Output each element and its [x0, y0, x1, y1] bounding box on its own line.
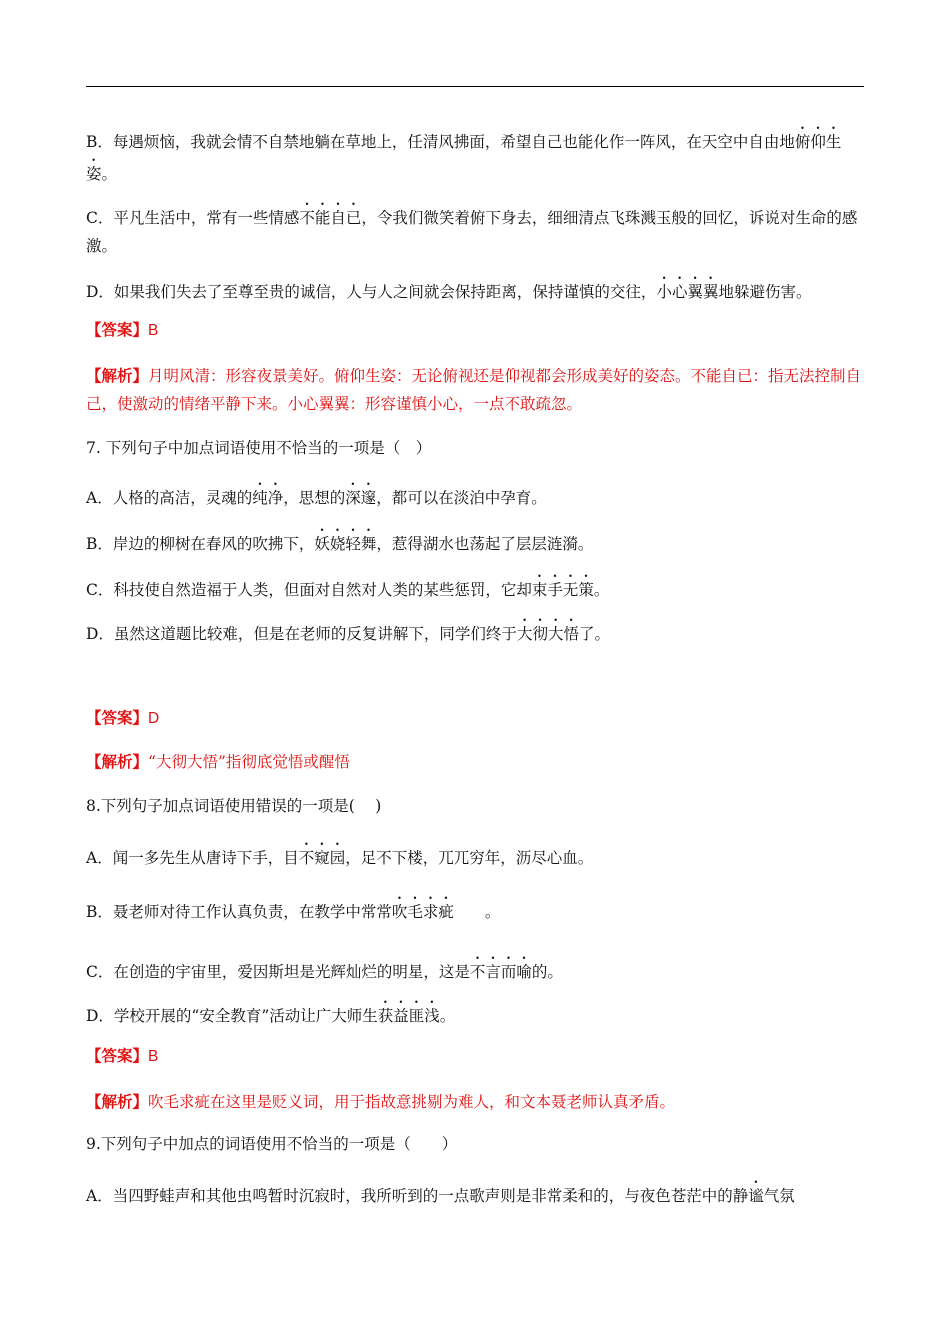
- q7-answer: [86, 704, 866, 733]
- q6-analysis: [86, 362, 866, 418]
- q8-option-b-text: B．聂老师对待工作认真负责，在教学中常常: [86, 903, 392, 921]
- q9-option-a-end: 气氛: [763, 1187, 795, 1205]
- q6-option-b-end: 。: [101, 165, 118, 183]
- q6-option-b: [86, 124, 866, 188]
- q9-option-a-emphasis: 谧: [748, 1187, 764, 1205]
- q7-option-b-text: B．岸边的柳树在春风的吹拂下，: [86, 535, 315, 553]
- q8-answer-tag: 【答案】: [86, 1047, 149, 1065]
- q7-analysis-tag: 【解析】: [86, 753, 149, 771]
- q8-option-d-emphasis: 获益匪浅: [377, 1007, 440, 1025]
- q6-answer: [86, 316, 866, 345]
- q6-answer-value: B: [148, 322, 159, 339]
- q7-option-c: [86, 572, 866, 604]
- q7-stem: 7. 下列句子中加点词语使用不恰当的一项是（ ）: [86, 439, 432, 457]
- q7-option-d-text: D．虽然这道题比较难，但是在老师的反复讲解下，同学们终于: [86, 625, 517, 643]
- q7-option-c-emphasis: 束手无策: [531, 581, 594, 599]
- q6-analysis-text: 月明风清：形容夜景美好。俯仰生姿：无论俯视还是仰视都会形成美好的姿态。不能自已：指无法控制自己，使激动的情绪平静下来。小心翼翼：形容谨慎小心，一点不敢疏忽。: [86, 367, 862, 413]
- q6-option-c: [86, 200, 866, 260]
- q7-option-d-emphasis: 大彻大悟: [516, 625, 579, 643]
- q8-option-d-text: D．学校开展的“安全教育”活动让广大师生: [86, 1007, 378, 1025]
- q8-answer: [86, 1042, 866, 1071]
- q7-option-c-text: C．科技使自然造福于人类，但面对自然对人类的某些惩罚，它却: [86, 581, 532, 599]
- q8-option-c-text: C．在创造的宇宙里，爱因斯坦是光辉灿烂的明星，这是: [86, 963, 470, 981]
- q6-option-b-text: B．每遇烦恼，我就会情不自禁地躺在草地上，任清风拂面，希望自己也能化作一阵风，在天空中自由地: [86, 133, 795, 151]
- q6-option-d-text: D．如果我们失去了至尊至贵的诚信，人与人之间就会保持距离，保持谨慎的交往，: [86, 283, 657, 301]
- q6-option-d-end: 地躲避伤害。: [718, 283, 812, 301]
- q6-analysis-tag: 【解析】: [86, 367, 149, 385]
- q7-option-d-end: 了。: [578, 625, 610, 643]
- q8-analysis-tag: 【解析】: [86, 1093, 149, 1111]
- q7-option-a-end: ，都可以在淡泊中孕育。: [376, 489, 547, 507]
- q8-option-a-emphasis: 不窥园: [298, 849, 346, 867]
- q8-option-b: [86, 894, 866, 926]
- q8-option-b-end: 。: [453, 903, 501, 921]
- q8-option-a-text: A．闻一多先生从唐诗下手，目: [86, 849, 299, 867]
- q7-analysis: [86, 748, 866, 776]
- q8-option-d: [86, 998, 866, 1030]
- q7-answer-tag: 【答案】: [86, 709, 149, 727]
- q8-stem: 8.下列句子加点词语使用错误的一项是( ): [86, 797, 382, 815]
- q7-analysis-text: “大彻大悟”指彻底觉悟或醒悟: [148, 753, 350, 771]
- q7-option-b: [86, 526, 866, 558]
- q6-option-c-emphasis: 不能自已: [299, 209, 362, 227]
- q8-answer-value: B: [148, 1048, 159, 1065]
- q8-option-a: [86, 840, 866, 872]
- q7-option-b-emphasis: 妖娆轻舞: [314, 535, 377, 553]
- q7-option-a-emphasis-1: 纯净: [252, 489, 284, 507]
- q7-option-a-text: A．人格的高洁，灵魂的: [86, 489, 253, 507]
- q8-option-c-emphasis: 不言而喻: [469, 963, 532, 981]
- q8-analysis-text: 吹毛求疵在这里是贬义词，用于指故意挑剔为难人，和文本聂老师认真矛盾。: [148, 1093, 676, 1111]
- q8-option-b-emphasis: 吹毛求疵: [391, 903, 454, 921]
- q8-analysis: [86, 1088, 866, 1116]
- q9-option-a: [86, 1178, 866, 1210]
- q7-answer-value: D: [148, 710, 160, 727]
- q7-option-d: [86, 616, 866, 648]
- q9-option-a-text: A．当四野蛙声和其他虫鸣暂时沉寂时，我所听到的一点歌声则是非常柔和的，与夜色苍茫中的静: [86, 1187, 749, 1205]
- q6-option-d-emphasis: 小心翼翼: [656, 283, 719, 301]
- q6-option-d: [86, 274, 866, 306]
- q6-option-c-text: C．平凡生活中，常有一些情感: [86, 209, 300, 227]
- header-rule: [86, 86, 864, 87]
- q6-option-b-emphasis: 俯仰生姿: [86, 133, 842, 183]
- q8-option-c: [86, 954, 866, 986]
- q7-option-a-emphasis-2: 深邃: [345, 489, 377, 507]
- q8-option-a-end: ，足不下楼，兀兀穷年，沥尽心血。: [345, 849, 594, 867]
- q7-option-a: [86, 480, 866, 512]
- q7-option-c-end: 。: [593, 581, 610, 599]
- q6-option-c-end: ，令我们微笑着俯下身去，细细清点飞珠溅玉般的回忆，诉说对生命的感激。: [86, 209, 858, 255]
- q8-option-c-end: 的。: [531, 963, 563, 981]
- q7-option-b-end: ，惹得湖水也荡起了层层涟漪。: [376, 535, 594, 553]
- q9-stem: 9.下列句子中加点的词语使用不恰当的一项是（ ）: [86, 1135, 458, 1153]
- q6-answer-tag: 【答案】: [86, 321, 149, 339]
- q7-option-a-mid: ，思想的: [283, 489, 346, 507]
- q8-option-d-end: 。: [439, 1007, 456, 1025]
